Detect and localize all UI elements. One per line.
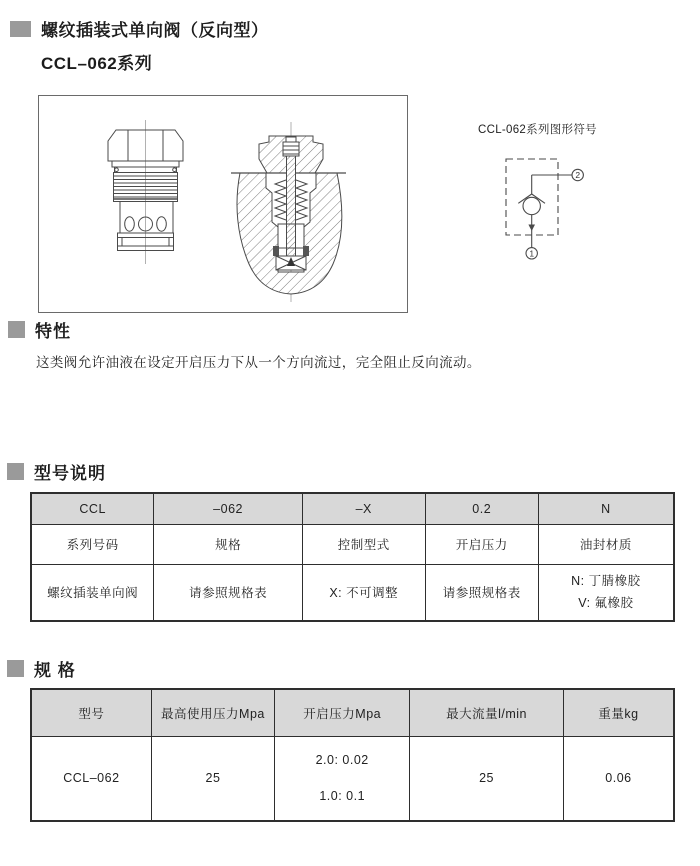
external-view-valve: [108, 120, 183, 264]
open-pressure-cell: [275, 736, 410, 821]
desc-cell: 螺纹插装单向阀: [31, 564, 154, 621]
open-pressure-option: 1.0: 0.1: [319, 789, 366, 804]
label-cell: 控制型式: [302, 524, 425, 564]
seal-material-cell: [538, 564, 674, 621]
model-cell: CCL–062: [31, 736, 151, 821]
column-header: 最大流量l/min: [410, 689, 564, 736]
port-1-label: 1: [529, 248, 535, 259]
table-row: [31, 493, 674, 524]
table-row: [31, 736, 674, 821]
seal-option: V: 氟橡胶: [578, 595, 634, 610]
table-row: [31, 689, 674, 736]
column-header: 重量kg: [563, 689, 674, 736]
hydraulic-symbol: [470, 145, 610, 270]
flow-direction-arrow-icon: [528, 225, 535, 232]
table-row: [31, 564, 674, 621]
weight-cell: 0.06: [563, 736, 674, 821]
desc-cell: 请参照规格表: [154, 564, 303, 621]
features-heading: 特性: [35, 322, 71, 341]
label-cell: 油封材质: [538, 524, 674, 564]
code-cell: –X: [302, 493, 425, 524]
page-title-line2: CCL–062系列: [41, 54, 153, 73]
section-bullet-icon: [7, 660, 24, 677]
code-cell: –062: [154, 493, 303, 524]
check-valve-symbol-drawing: [470, 145, 610, 270]
label-cell: 系列号码: [31, 524, 154, 564]
label-cell: 开启压力: [425, 524, 538, 564]
section-bullet-icon: [7, 463, 24, 480]
features-heading-row: [8, 317, 71, 342]
valve-cross-section-drawing: [39, 96, 407, 312]
seal-option: N: 丁腈橡胶: [571, 574, 641, 589]
column-header: 型号: [31, 689, 151, 736]
desc-cell: X: 不可调整: [302, 564, 425, 621]
desc-cell: 请参照规格表: [425, 564, 538, 621]
model-code-table: [30, 492, 675, 622]
page-title-line1: 螺纹插装式单向阀（反向型）: [41, 21, 269, 40]
section-bullet-icon: [10, 21, 31, 37]
code-cell: 0.2: [425, 493, 538, 524]
port-2-label: 2: [575, 170, 581, 180]
table-row: [31, 524, 674, 564]
code-cell: N: [538, 493, 674, 524]
code-cell: CCL: [31, 493, 154, 524]
features-text: 这类阀允许油液在设定开启压力下从一个方向流过，完全阻止反向流动。: [36, 355, 481, 370]
spec-table-heading: 规 格: [34, 661, 76, 680]
open-pressure-option: 2.0: 0.02: [315, 752, 369, 767]
column-header: 开启压力Mpa: [275, 689, 410, 736]
spec-table-heading-row: [7, 656, 76, 681]
label-cell: 规格: [154, 524, 303, 564]
section-view-valve: [231, 122, 346, 302]
max-pressure-cell: 25: [151, 736, 274, 821]
model-table-heading: 型号说明: [34, 464, 106, 483]
technical-drawing-box: [38, 95, 408, 313]
section-bullet-icon: [8, 321, 25, 338]
column-header: 最高使用压力Mpa: [151, 689, 274, 736]
spec-table: [30, 688, 675, 822]
symbol-caption: CCL-062系列图形符号: [478, 124, 597, 136]
model-table-heading-row: [7, 459, 106, 484]
max-flow-cell: 25: [410, 736, 564, 821]
page-title-block: [10, 16, 269, 74]
